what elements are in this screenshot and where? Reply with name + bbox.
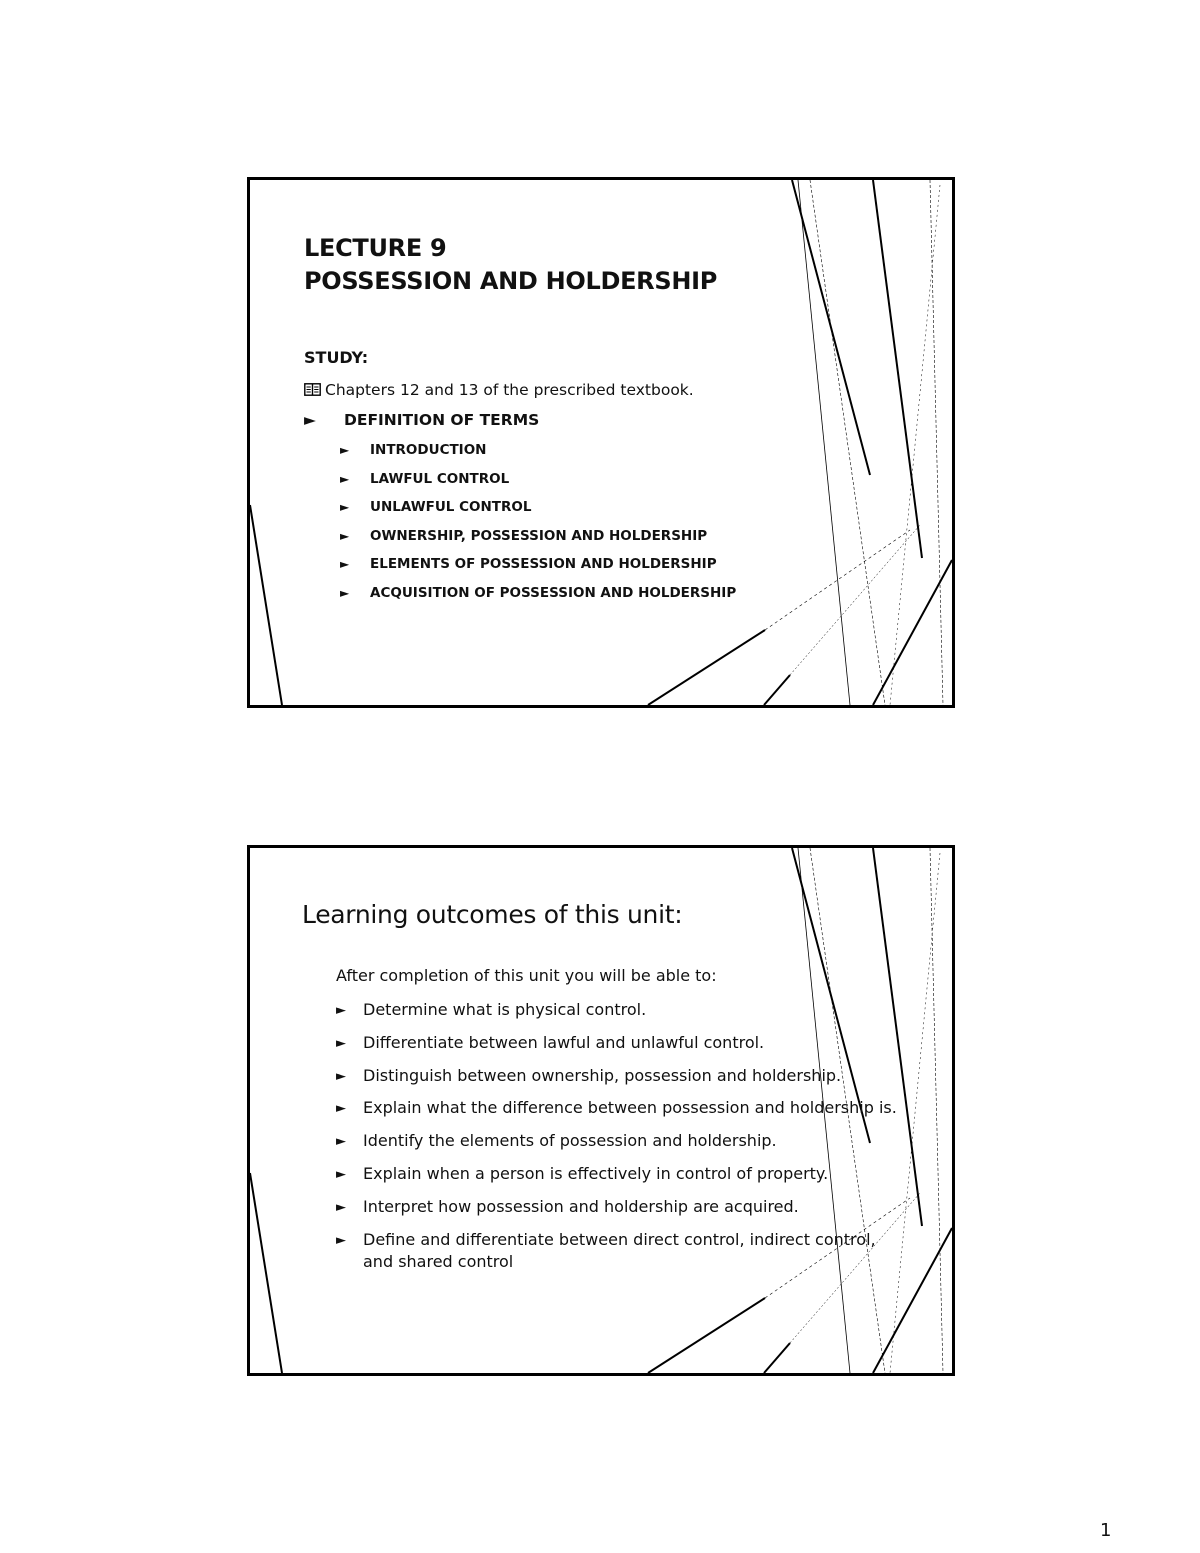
chapters-text: Chapters 12 and 13 of the prescribed textbook. bbox=[325, 381, 694, 399]
bullet-arrow-icon: ► bbox=[340, 557, 350, 571]
chapters-reference bbox=[304, 381, 694, 399]
bullet-arrow-icon: ► bbox=[336, 1199, 346, 1215]
bullet-arrow-icon: ► bbox=[336, 1232, 346, 1248]
list-item-label: Interpret how possession and holdership are acquired. bbox=[363, 1196, 799, 1216]
list-item-label: OWNERSHIP, POSSESSION AND HOLDERSHIP bbox=[370, 527, 708, 544]
slide-title bbox=[304, 232, 717, 298]
list-item bbox=[336, 999, 906, 1022]
list-item-label: ELEMENTS OF POSSESSION AND HOLDERSHIP bbox=[370, 556, 717, 572]
list-item-label: ACQUISITION OF POSSESSION AND HOLDERSHIP bbox=[370, 584, 737, 601]
list-item bbox=[340, 499, 736, 528]
list-item bbox=[336, 1196, 906, 1219]
list-item bbox=[336, 1065, 906, 1088]
bullet-arrow-icon: ► bbox=[340, 443, 350, 457]
topic-list bbox=[340, 442, 736, 613]
study-label: STUDY: bbox=[304, 348, 369, 367]
bullet-arrow-icon: ► bbox=[336, 1166, 346, 1182]
list-item-label: Define and differentiate between direct control, indirect control, and shared control bbox=[363, 1229, 876, 1272]
list-item-label: Explain what the difference between possession and holdership is. bbox=[363, 1098, 897, 1118]
list-item bbox=[340, 585, 736, 614]
slide-lecture-title bbox=[247, 177, 955, 708]
page-number: 1 bbox=[1100, 1520, 1112, 1541]
book-icon bbox=[304, 383, 321, 396]
list-item bbox=[336, 1032, 906, 1055]
bullet-arrow-icon: ► bbox=[336, 1134, 346, 1150]
bullet-arrow-icon: ► bbox=[336, 1003, 346, 1018]
bullet-arrow-icon: ► bbox=[304, 411, 316, 429]
bullet-arrow-icon: ► bbox=[336, 1035, 346, 1051]
list-item-label: Explain when a person is effectively in control of property. bbox=[363, 1163, 829, 1183]
slide-title: Learning outcomes of this unit: bbox=[302, 900, 683, 929]
list-item bbox=[340, 556, 736, 585]
bullet-arrow-icon: ► bbox=[340, 585, 350, 600]
list-item bbox=[336, 1130, 906, 1153]
list-item bbox=[336, 1229, 906, 1274]
list-item-label: Distinguish between ownership, possession and holdership. bbox=[363, 1065, 842, 1085]
list-item bbox=[340, 471, 736, 500]
list-item-label: Determine what is physical control. bbox=[363, 1000, 647, 1019]
definition-of-terms-item bbox=[304, 411, 539, 429]
list-item-label: INTRODUCTION bbox=[370, 442, 487, 458]
slide-learning-outcomes bbox=[247, 845, 955, 1376]
title-line-2: POSSESSION AND HOLDERSHIP bbox=[304, 267, 718, 295]
list-item-label: LAWFUL CONTROL bbox=[370, 470, 510, 487]
definition-of-terms-label: DEFINITION OF TERMS bbox=[344, 411, 540, 429]
bullet-arrow-icon: ► bbox=[340, 500, 350, 514]
list-item-label: UNLAWFUL CONTROL bbox=[370, 499, 532, 515]
bullet-arrow-icon: ► bbox=[336, 1101, 346, 1117]
title-line-1: LECTURE 9 bbox=[304, 234, 447, 262]
outcomes-list bbox=[336, 999, 906, 1284]
list-item bbox=[340, 442, 736, 471]
list-item bbox=[336, 1163, 906, 1186]
bullet-arrow-icon: ► bbox=[336, 1068, 346, 1084]
list-item-label: Identify the elements of possession and holdership. bbox=[363, 1131, 777, 1151]
bullet-arrow-icon: ► bbox=[340, 528, 350, 543]
list-item bbox=[336, 1097, 906, 1120]
list-item bbox=[340, 528, 736, 557]
list-item-label: Differentiate between lawful and unlawful control. bbox=[363, 1032, 765, 1052]
outcomes-intro: After completion of this unit you will be able to: bbox=[336, 966, 717, 985]
bullet-arrow-icon: ► bbox=[340, 471, 350, 486]
